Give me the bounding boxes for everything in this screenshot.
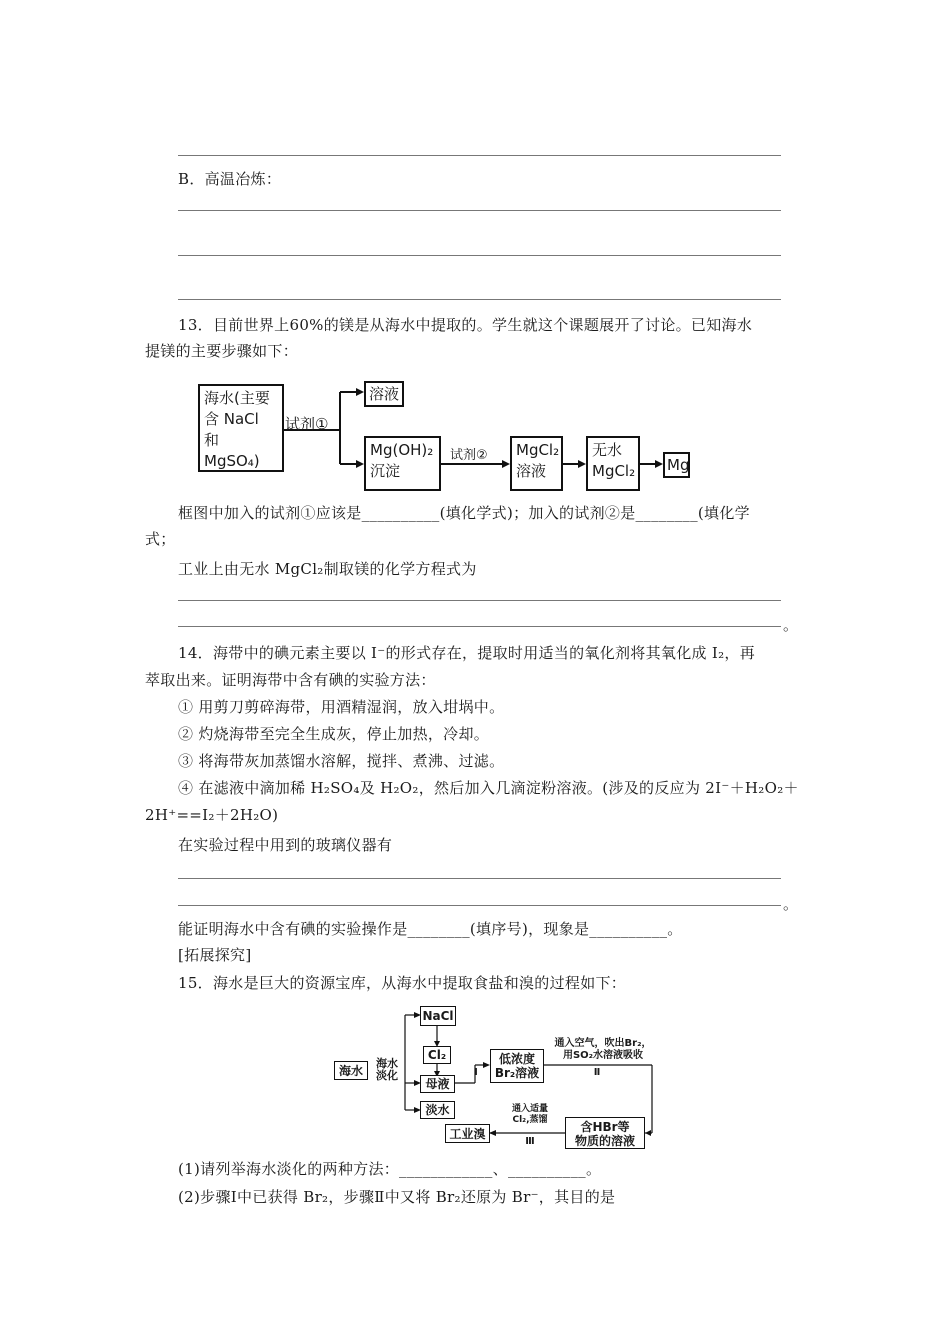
seawater-line2: 含 NaCl 和 bbox=[204, 410, 259, 449]
q13-text-line2: 提镁的主要步骤如下： bbox=[145, 342, 299, 360]
cl2-text: Cl₂ bbox=[427, 1048, 447, 1062]
q14-glassware-prompt: 在实验过程中用到的玻璃仪器有 bbox=[178, 836, 393, 854]
air-blow-label bbox=[548, 1038, 658, 1062]
seawater-line1: 海水(主要 bbox=[204, 389, 270, 407]
answer-line bbox=[178, 626, 781, 627]
fresh-water-text: 淡水 bbox=[425, 1103, 450, 1117]
low-br2-line2: Br₂溶液 bbox=[494, 1066, 540, 1080]
cl2-box bbox=[423, 1046, 451, 1064]
q15-seawater-text: 海水 bbox=[338, 1064, 363, 1078]
q14-text-line2: 萃取出来。证明海带中含有碘的实验方法： bbox=[145, 671, 436, 689]
answer-line bbox=[178, 878, 781, 879]
q15-sub2: (2)步骤Ⅰ中已获得 Br₂，步骤Ⅱ中又将 Br₂还原为 Br⁻，其目的是 bbox=[178, 1188, 616, 1206]
mgoh2-box bbox=[364, 436, 441, 491]
desalination-label bbox=[372, 1058, 402, 1082]
q14-step2: ② 灼烧海带至完全生成灰，停止加热，冷却。 bbox=[178, 725, 490, 743]
hbr-line1: 含HBr等 bbox=[580, 1120, 630, 1134]
step-i-label: Ⅰ bbox=[474, 1067, 478, 1078]
mother-liquor-box bbox=[420, 1075, 455, 1093]
q14-text-line1: 14．海带中的碘元素主要以 I⁻的形式存在，提取时用适当的氧化剂将其氧化成 I₂，再 bbox=[178, 644, 756, 662]
section-heading: [拓展探究] bbox=[178, 946, 252, 964]
mgcl2-solution-box bbox=[510, 436, 563, 491]
anhydrous-line2: MgCl₂ bbox=[592, 462, 636, 480]
mother-liquor-text: 母液 bbox=[425, 1077, 450, 1091]
nacl-text: NaCl bbox=[422, 1009, 454, 1023]
chlorine-distill-label bbox=[500, 1104, 560, 1126]
q15-text-line1: 15．海水是巨大的资源宝库，从海水中提取食盐和溴的过程如下： bbox=[178, 974, 627, 992]
solution-text: 溶液 bbox=[369, 385, 400, 403]
q13-equation-prompt: 工业上由无水 MgCl₂制取镁的化学方程式为 bbox=[178, 560, 477, 578]
hbr-line2: 物质的溶液 bbox=[574, 1134, 635, 1148]
mgcl2-line1: MgCl₂ bbox=[516, 441, 560, 459]
step-ii-label: Ⅱ bbox=[593, 1067, 601, 1078]
mgoh2-line2: 沉淀 bbox=[370, 462, 401, 480]
step-iii-label: Ⅲ bbox=[525, 1136, 535, 1147]
q14-step4: ④ 在滤液中滴加稀 H₂SO₄及 H₂O₂，然后加入几滴淀粉溶液。(涉及的反应为 2I⁻＋H₂O₂＋ bbox=[178, 779, 799, 797]
cl-line2: Cl₂,蒸馏 bbox=[512, 1115, 548, 1125]
mgcl2-line2: 溶液 bbox=[516, 462, 547, 480]
reagent1-label: 试剂① bbox=[285, 415, 329, 433]
cl-line1: 通入适量 bbox=[511, 1104, 548, 1114]
q13-fill-line2: 式； bbox=[145, 530, 176, 548]
q15-sub1: (1)请列举海水淡化的两种方法：____________、__________。 bbox=[178, 1160, 602, 1178]
answer-line bbox=[178, 600, 781, 601]
q14-step3: ③ 将海带灰加蒸馏水溶解，搅拌、煮沸、过滤。 bbox=[178, 752, 505, 770]
q13-fill-line1: 框图中加入的试剂①应该是__________(填化学式)；加入的试剂②是________(填化学 bbox=[178, 504, 750, 522]
low-br2-box bbox=[490, 1049, 544, 1083]
desal-line1: 海水 bbox=[376, 1057, 398, 1070]
q14-step1: ① 用剪刀剪碎海带，用酒精湿润，放入坩埚中。 bbox=[178, 698, 505, 716]
industrial-bromine-text: 工业溴 bbox=[449, 1127, 486, 1141]
option-b-label: B．高温冶炼： bbox=[178, 170, 282, 188]
nacl-box bbox=[420, 1006, 456, 1026]
q13-text-line1: 13．目前世界上60%的镁是从海水中提取的。学生就这个课题展开了讨论。已知海水 bbox=[178, 316, 753, 334]
q13-period: 。 bbox=[783, 616, 799, 634]
anhydrous-line1: 无水 bbox=[592, 441, 623, 459]
q15-seawater-box bbox=[334, 1061, 368, 1080]
industrial-bromine-box bbox=[445, 1124, 490, 1143]
air-line1: 通入空气，吹出Br₂， bbox=[554, 1038, 652, 1049]
answer-line bbox=[178, 155, 781, 156]
air-line2: 用SO₂水溶液吸收 bbox=[562, 1050, 644, 1061]
fresh-water-box bbox=[420, 1101, 455, 1119]
anhydrous-mgcl2-box bbox=[586, 436, 640, 491]
mgoh2-line1: Mg(OH)₂ bbox=[370, 441, 434, 459]
seawater-line3: MgSO₄) bbox=[204, 452, 260, 470]
seawater-box bbox=[198, 384, 284, 472]
answer-line bbox=[178, 210, 781, 211]
answer-line bbox=[178, 905, 781, 906]
low-br2-line1: 低浓度 bbox=[498, 1052, 535, 1066]
answer-line bbox=[178, 255, 781, 256]
desal-line2: 淡化 bbox=[376, 1069, 398, 1082]
mg-text: Mg bbox=[667, 456, 690, 474]
q14-step4-cont: 2H⁺==I₂＋2H₂O) bbox=[145, 806, 279, 824]
answer-line bbox=[178, 299, 781, 300]
reagent2-label: 试剂② bbox=[450, 448, 488, 463]
mg-box bbox=[663, 452, 690, 478]
q14-period: 。 bbox=[783, 895, 799, 913]
hbr-solution-box bbox=[565, 1117, 645, 1149]
q14-operation-prompt: 能证明海水中含有碘的实验操作是________(填序号)，现象是__________。 bbox=[178, 920, 683, 938]
solution-box bbox=[364, 381, 404, 407]
